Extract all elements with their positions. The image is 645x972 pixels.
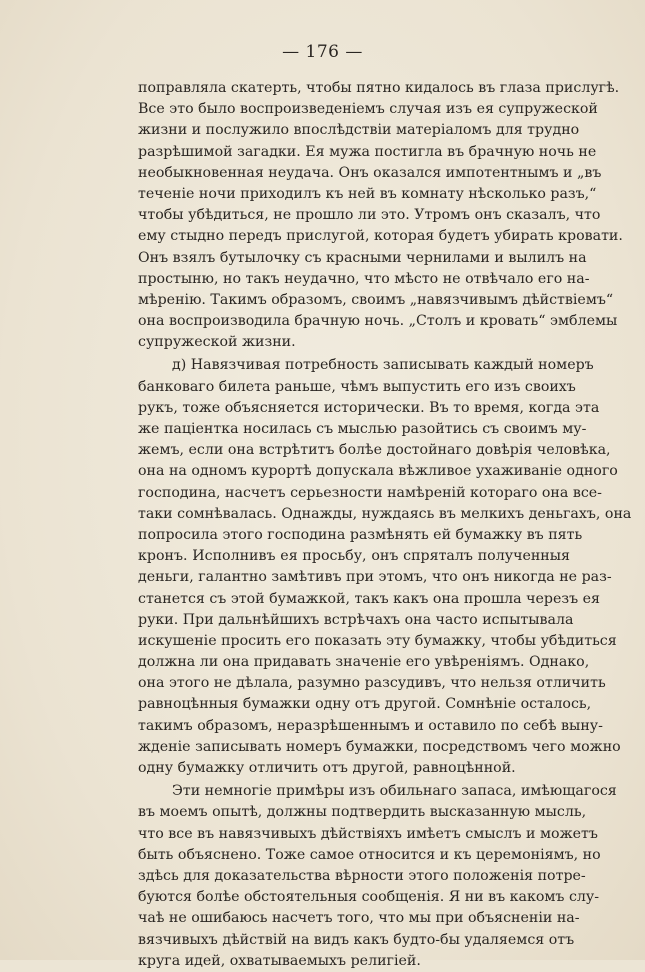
text-line: жизни и послужило впослѣдствіи матеріаломъ для трудно: [138, 122, 580, 139]
text-line: необыкновенная неудача. Онъ оказался импотентнымъ и „въ: [138, 164, 602, 181]
text-line: станется съ этой бумажкой, такъ какъ она прошла черезъ ея: [138, 590, 600, 607]
text-line: поправляла скатерть, чтобы пятно кидалось въ глаза прислугѣ.: [138, 80, 620, 96]
text-line: чаѣ не ошибаюсь насчетъ того, что мы при объясненіи на-: [138, 910, 580, 927]
text-line: рукъ, тоже объясняется исторически. Въ то время, когда эта: [138, 399, 600, 416]
text-line: же паціентка носилась съ мыслью разойтись съ своимъ му-: [138, 421, 587, 437]
text-line: равноцѣнныя бумажки одну отъ другой. Сомнѣніе осталось,: [138, 696, 592, 713]
text-line: она этого не дѣлала, разумно разсудивъ, что нельзя отличить: [138, 675, 606, 692]
text-line: теченіе ночи приходилъ къ ней въ комнату нѣсколько разъ,“: [138, 185, 597, 202]
paragraph: [138, 781, 617, 972]
text-line: она воспроизводила брачную ночь. „Столъ и кровать“ эмблемы: [138, 313, 618, 330]
text-line: попросила этого господина размѣнять ей бумажку въ пять: [138, 526, 583, 543]
text-line: банковаго билета раньше, чѣмъ выпустить его изъ своихъ: [138, 378, 576, 395]
text-line: таки сомнѣвалась. Однажды, нуждаясь въ мелкихъ деньгахъ, она: [138, 505, 632, 522]
text-line: ему стыдно передъ прислугой, которая будетъ убирать кровати.: [138, 228, 623, 245]
text-line: господина, насчетъ серьезности намѣреній котораго она все-: [138, 484, 602, 501]
text-line: Эти немногіе примѣры изъ обильнаго запаса, имѣющагося: [172, 783, 617, 800]
text-line: чтобы убѣдиться, не прошло ли это. Утромъ онъ сказалъ, что: [138, 207, 601, 224]
page-number: — 176 —: [282, 42, 363, 62]
text-line: искушеніе просить его показать эту бумажку, чтобы убѣдиться: [138, 632, 617, 649]
text-line: въ моемъ опытѣ, должны подтвердить высказанную мысль,: [138, 804, 587, 821]
text-line: кронъ. Исполнивъ ея просьбу, онъ спряталъ полученныя: [138, 548, 570, 565]
text-line: она на одномъ курортѣ допускала вѣжливое ухаживаніе одного: [138, 463, 618, 480]
paragraph: [138, 355, 632, 779]
text-line: мѣренію. Такимъ образомъ, своимъ „навязчивымъ дѣйствіемъ“: [138, 291, 614, 308]
text-line: Все это было воспроизведеніемъ случая изъ ея супружеской: [138, 101, 598, 118]
text-line: буются болѣе обстоятельныя сообщенія. Я ни въ какомъ слу-: [138, 889, 600, 906]
text-line: руки. При дальнѣйшихъ встрѣчахъ она часто испытывала: [138, 611, 574, 628]
text-line: быть объяснено. Тоже самое относится и къ церемоніямъ, но: [138, 846, 601, 863]
text-line: должна ли она придавать значеніе его увѣреніямъ. Однако,: [138, 654, 590, 671]
text-line: такимъ образомъ, неразрѣшеннымъ и оставило по себѣ выну-: [138, 717, 603, 734]
text-line: жденіе записывать номеръ бумажки, посредствомъ чего можно: [138, 738, 621, 755]
body-text: [138, 78, 632, 972]
text-line: одну бумажку отличить отъ другой, равноцѣнной.: [138, 760, 516, 776]
text-line: вязчивыхъ дѣйствій на видъ какъ будто-бы удаляемся отъ: [138, 931, 575, 948]
text-line: деньги, галантно замѣтивъ при этомъ, что онъ никогда не раз-: [138, 569, 612, 586]
text-line: супружеской жизни.: [138, 334, 296, 351]
text-line: Онъ взялъ бутылочку съ красными чернилами и вылилъ на: [138, 249, 587, 266]
text-line: жемъ, если она встрѣтитъ болѣе достойнаго довѣрія человѣка,: [138, 442, 611, 459]
text-line: разрѣшимой загадки. Ея мужа постигла въ брачную ночь не: [138, 143, 597, 160]
text-line: простыню, но такъ неудачно, что мѣсто не отвѣчало его на-: [138, 270, 590, 287]
text-line: здѣсь для доказательства вѣрности этого положенія потре-: [138, 867, 586, 884]
text-line: круга идей, охватываемыхъ религіей.: [138, 952, 421, 969]
text-line: д) Навязчивая потребность записывать каждый номеръ: [172, 357, 594, 374]
text-line: что все въ навязчивыхъ дѣйствіяхъ имѣетъ смыслъ и можетъ: [138, 825, 598, 842]
paragraph: [138, 78, 623, 353]
